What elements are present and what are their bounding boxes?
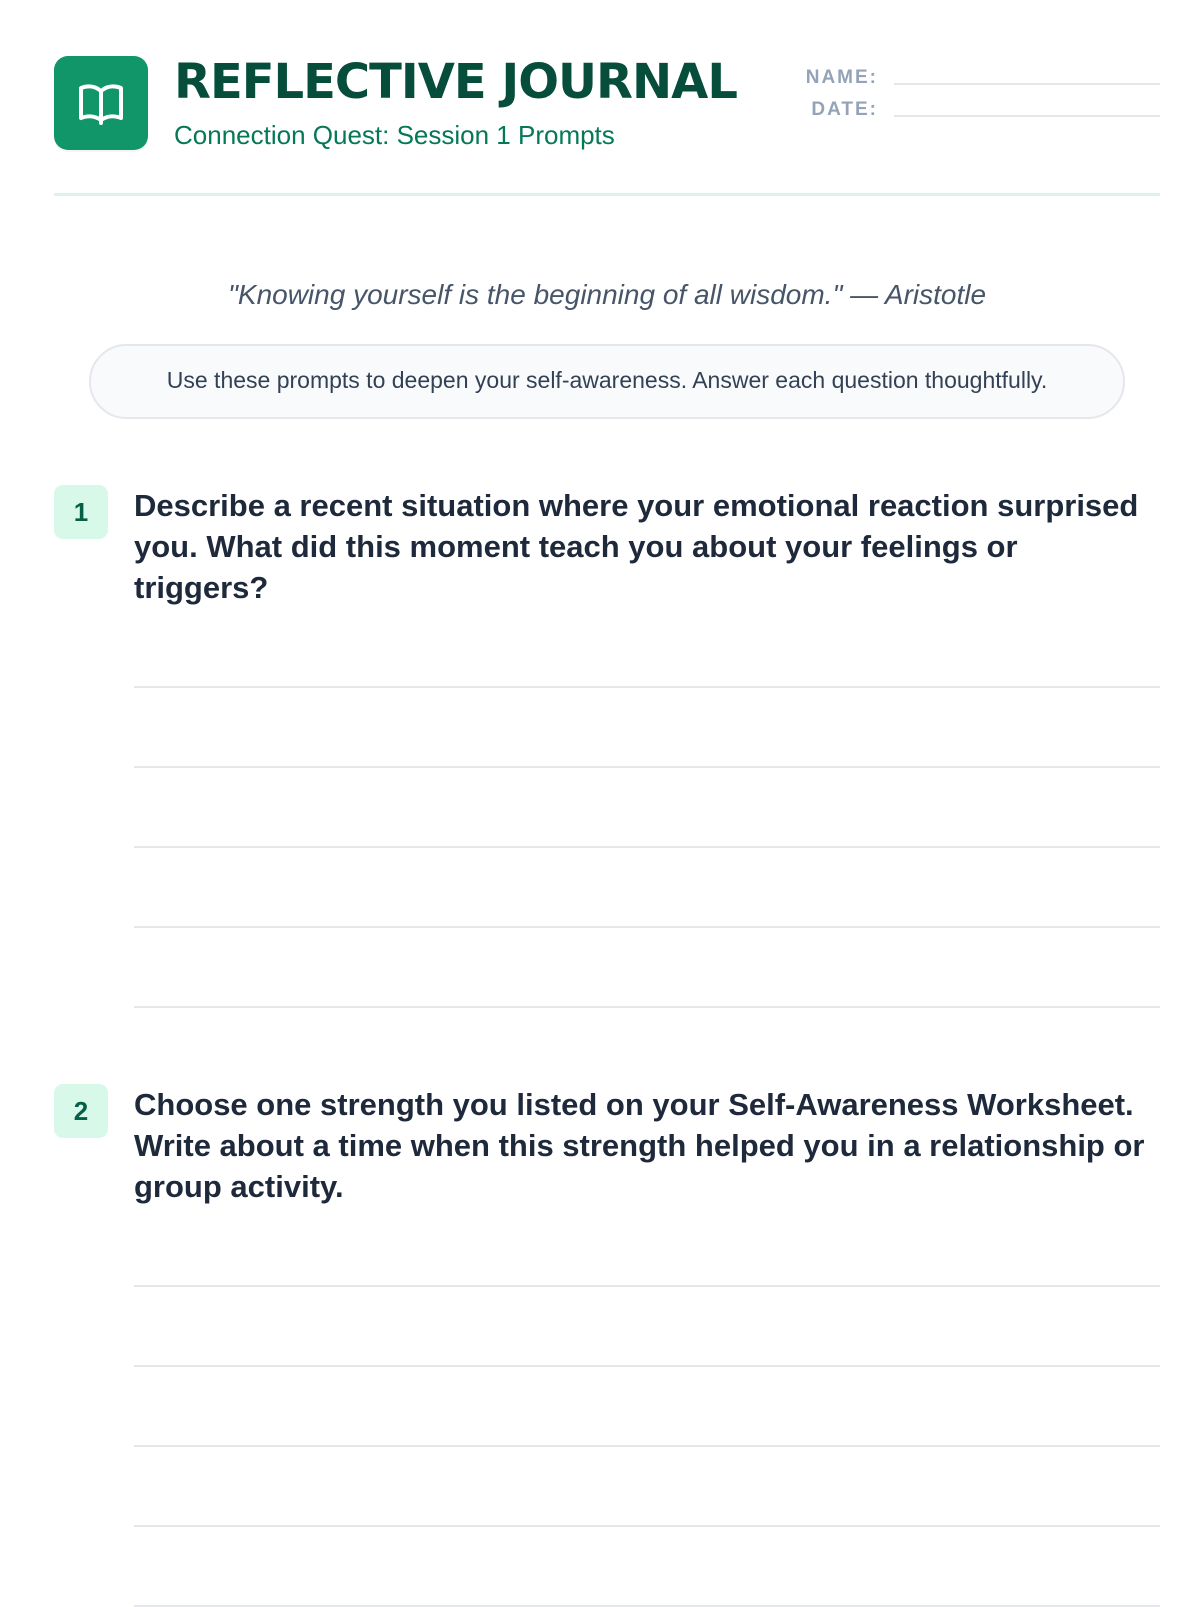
answer-lines (134, 608, 1160, 1008)
title-block (174, 56, 737, 150)
prompt-number-badge: 1 (54, 485, 108, 539)
prompt-number-badge: 2 (54, 1084, 108, 1138)
date-field-line[interactable] (894, 115, 1160, 117)
answer-line[interactable] (134, 768, 1160, 848)
answer-line[interactable] (134, 1527, 1160, 1607)
instruction-banner: Use these prompts to deepen your self-awareness. Answer each question thoughtfully. (89, 344, 1125, 419)
name-field-line[interactable] (894, 83, 1160, 85)
answer-line[interactable] (134, 928, 1160, 1008)
answer-line[interactable] (134, 1367, 1160, 1447)
answer-line[interactable] (134, 608, 1160, 688)
open-book-icon (54, 56, 148, 150)
date-label: DATE: (811, 99, 878, 120)
answer-line[interactable] (134, 848, 1160, 928)
name-label: NAME: (805, 67, 878, 88)
journal-prompt-2 (54, 1084, 1160, 1607)
prompt-question: Choose one strength you listed on your Self-Awareness Worksheet. Write about a time when this strength helped you in a relationship or group activity. (134, 1087, 1145, 1204)
answer-lines (134, 1207, 1160, 1607)
answer-line[interactable] (134, 688, 1160, 768)
journal-prompt-1 (54, 485, 1160, 1008)
prompt-question: Describe a recent situation where your emotional reaction surprised you. What did this moment teach you about your feelings or triggers? (134, 488, 1139, 605)
journal-brand (54, 56, 737, 150)
answer-line[interactable] (134, 1287, 1160, 1367)
page-subtitle: Connection Quest: Session 1 Prompts (174, 120, 615, 150)
aristotle-quote: "Knowing yourself is the beginning of all wisdom." — Aristotle (227, 279, 987, 310)
answer-line[interactable] (134, 1447, 1160, 1527)
student-info-fields (794, 68, 1160, 120)
answer-line[interactable] (134, 1207, 1160, 1287)
page-title: REFLECTIVE JOURNAL (174, 54, 737, 110)
journal-header (54, 56, 1160, 196)
